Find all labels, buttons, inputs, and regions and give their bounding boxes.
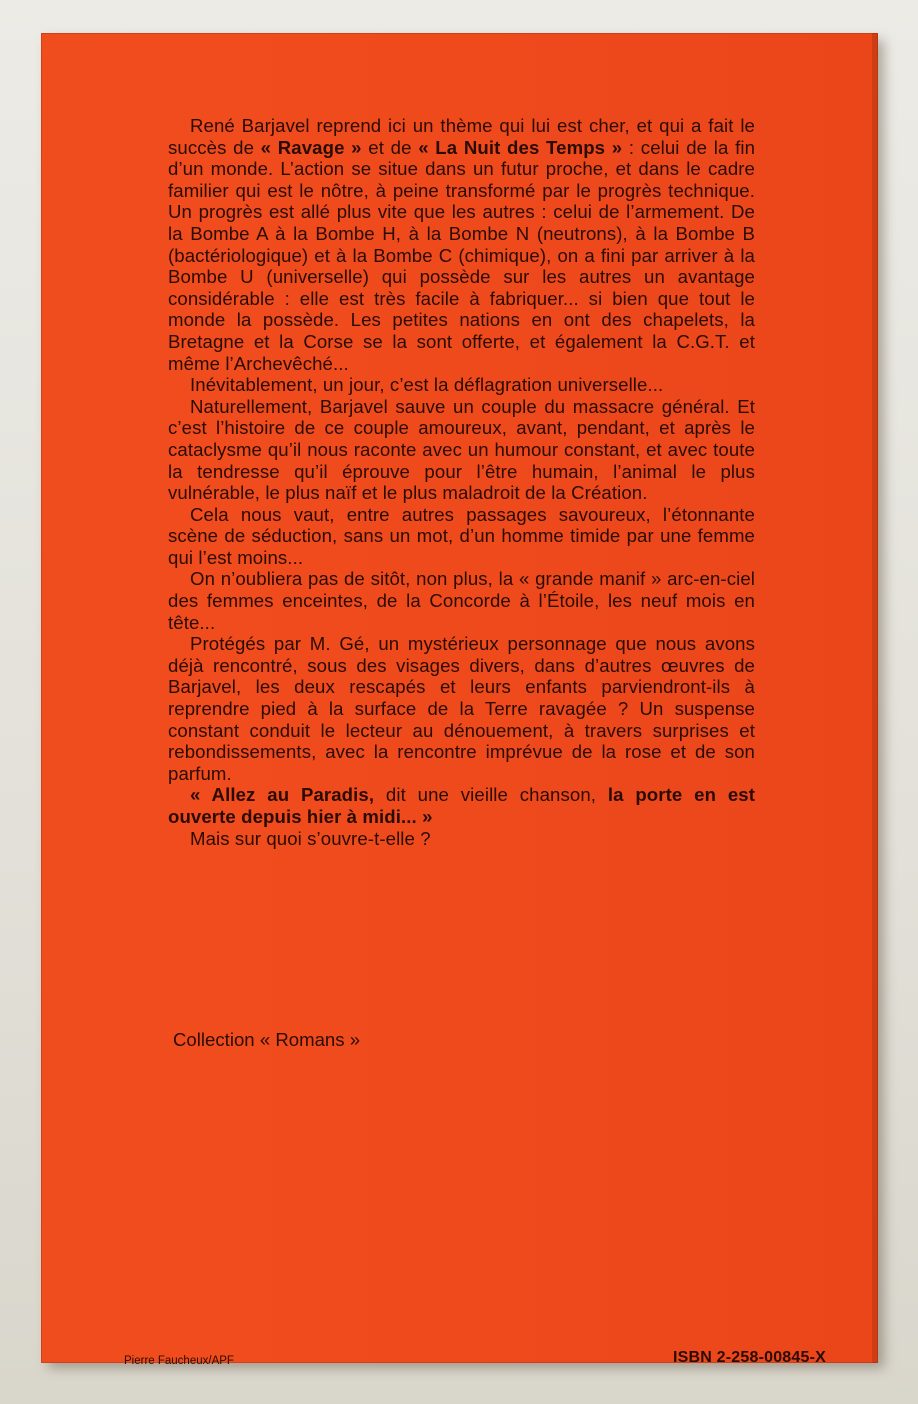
blurb-paragraph-2: Inévitablement, un jour, c’est la déflagration universelle... — [190, 374, 664, 396]
title-la-nuit-des-temps: « La Nuit des Temps » — [418, 136, 623, 158]
blurb-paragraph-5: On n’oubliera pas de sitôt, non plus, la « grande manif » arc-en-ciel des femmes enceintes, de la Concorde à l’Étoile, les neuf mois en tête... — [168, 568, 755, 633]
back-cover-blurb — [168, 115, 755, 849]
cover-edge-shade — [872, 33, 878, 1363]
blurb-paragraph-6: Protégés par M. Gé, un mystérieux personnage que nous avons déjà rencontré, sous des visages divers, dans d’autres œuvres de Barjavel, les deux rescapés et leurs enfants parviendront-ils à reprendre pied à la surface de la Terre ravagée ? Un suspense constant conduit le lecteur au dénouement, à travers surprises et rebondissements, avec la rencontre imprévue de la rose et de son parfum. — [168, 633, 755, 784]
blurb-paragraph-8: Mais sur quoi s’ouvre-t-elle ? — [190, 827, 431, 849]
blurb-paragraph-4: Cela nous vaut, entre autres passages savoureux, l’étonnante scène de séduction, sans un mot, d’un homme timide par une femme qui l’est moins... — [168, 503, 755, 568]
blurb-paragraph-3: Naturellement, Barjavel sauve un couple du massacre général. Et c’est l’histoire de ce couple amoureux, avant, pendant, et après le cataclysme qu’il nous raconte avec un humour constant, et avec toute la tendresse qu’il éprouve pour l’être humain, l’animal le plus vulnérable, le plus naïf et le plus maladroit de la Création. — [168, 395, 755, 504]
collection-label: Collection « Romans » — [173, 1029, 361, 1050]
book-back-cover — [41, 33, 878, 1367]
cover-designer-credit: Pierre Faucheux/APF — [124, 1355, 234, 1367]
isbn-number: ISBN 2-258-00845-X — [672, 1349, 826, 1366]
quote-la-porte: la porte en est ouverte depuis hier à midi... » — [168, 784, 756, 827]
title-ravage: « Ravage » — [260, 136, 362, 158]
blurb-paragraph-7: « Allez au Paradis, dit une vieille chanson, la porte en est ouverte depuis hier à midi... » — [168, 784, 756, 827]
quote-allez-au-paradis: « Allez au Paradis, — [190, 784, 375, 806]
blurb-paragraph-1: René Barjavel reprend ici un thème qui lui est cher, et qui a fait le succès de « Ravage » et de « La Nuit des Temps » : celui de la fin d’un monde. L’action se situe dans un futur proche, et dans le cadre familier qui est le nôtre, à peine transformé par le progrès technique. Un progrès est allé plus vite que les autres : celui de l’armement. De la Bombe A à la Bombe H, à la Bombe N (neutrons), à la Bombe B (bactériologique) et à la Bombe C (chimique), on a fini par arriver à la Bombe U (universelle) qui possède sur les autres un avantage considérable : elle est très facile à fabriquer... si bien que tout le monde la possède. Les petites nations en ont des chapelets, la Bretagne et la Corse se la sont offerte, et également la C.G.T. et même l’Archevêché... — [168, 115, 756, 374]
